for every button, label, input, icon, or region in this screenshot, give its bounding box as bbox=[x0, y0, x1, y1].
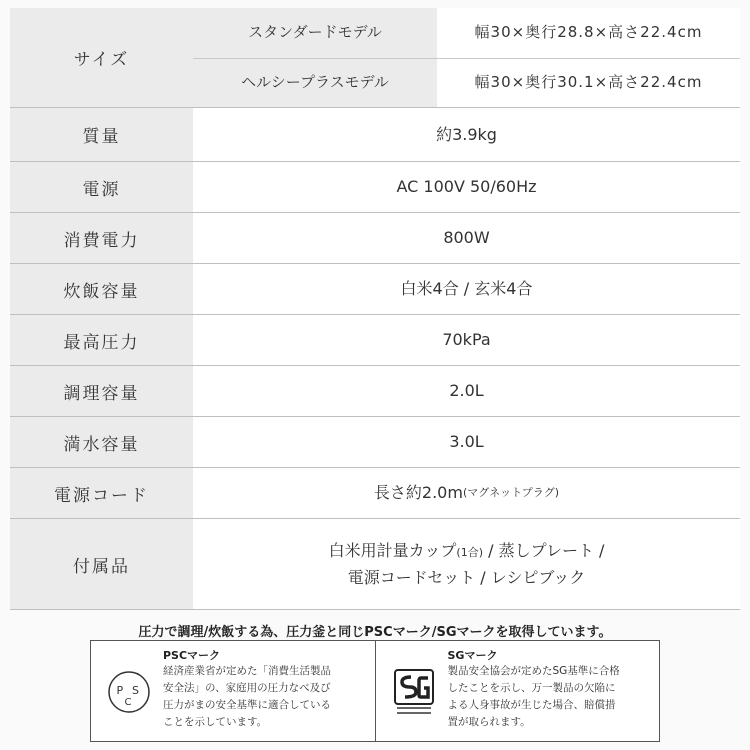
spec-label: 炊飯容量 bbox=[10, 264, 193, 314]
psc-desc-line: ことを示しています。 bbox=[163, 716, 268, 728]
spec-label: 付属品 bbox=[10, 519, 193, 609]
svg-text:P: P bbox=[116, 684, 124, 697]
spec-row-consumption bbox=[10, 213, 740, 264]
psc-desc-line: 圧力がまの安全基準に適合している bbox=[163, 699, 331, 711]
svg-text:C: C bbox=[124, 697, 132, 708]
psc-mark-icon bbox=[101, 647, 157, 737]
psc-mark-box bbox=[91, 641, 375, 741]
spec-label: 消費電力 bbox=[10, 213, 193, 263]
sg-desc-line: したことを示し、万一製品の欠陥に bbox=[447, 682, 616, 694]
sg-mark-box bbox=[375, 641, 660, 741]
spec-row-weight bbox=[10, 108, 740, 162]
sg-mark-description bbox=[448, 663, 652, 731]
spec-table bbox=[10, 8, 740, 610]
accessories-line-1 bbox=[329, 537, 605, 564]
spec-row-cord bbox=[10, 468, 740, 519]
spec-label: 電源コード bbox=[10, 468, 193, 518]
model-dimensions: 幅30×奥行28.8×高さ22.4cm bbox=[437, 8, 740, 58]
spec-label: 満水容量 bbox=[10, 417, 193, 467]
certification-notice: 圧力で調理/炊飯する為、圧力釜と同じPSCマーク/SGマークを取得しています。 bbox=[138, 625, 612, 640]
spec-label: 調理容量 bbox=[10, 366, 193, 416]
model-name: ヘルシープラスモデル bbox=[193, 59, 437, 108]
cord-note: (マグネットプラグ) bbox=[462, 485, 560, 499]
spec-row-power bbox=[10, 162, 740, 213]
model-name: スタンダードモデル bbox=[193, 8, 437, 58]
spec-row-pressure bbox=[10, 315, 740, 366]
certification-marks bbox=[90, 640, 660, 742]
psc-mark-description bbox=[163, 663, 367, 731]
size-model-row bbox=[193, 58, 740, 108]
psc-desc-line: 安全法」の、家庭用の圧力なべ及び bbox=[163, 682, 331, 694]
spec-row-cooking-capacity bbox=[10, 366, 740, 417]
svg-text:S: S bbox=[132, 684, 139, 697]
spec-value: 3.0L bbox=[193, 417, 740, 467]
accessory-cup: 白米用計量カップ bbox=[328, 540, 457, 560]
sg-desc-line: 製品安全協会が定めたSG基準に合格 bbox=[447, 665, 620, 677]
sg-desc-line: よる人身事故が生じた場合、賠償措 bbox=[447, 699, 616, 711]
spec-row-size bbox=[10, 8, 740, 108]
sg-desc-line: 置が取られます。 bbox=[447, 716, 531, 728]
cord-length: 長さ約2.0m bbox=[373, 483, 463, 503]
psc-desc-line: 経済産業省が定めた「消費生活製品 bbox=[163, 665, 331, 677]
size-models bbox=[193, 8, 740, 107]
spec-value bbox=[193, 519, 740, 609]
spec-value: 2.0L bbox=[193, 366, 740, 416]
size-model-row bbox=[193, 8, 740, 58]
spec-row-water-capacity bbox=[10, 417, 740, 468]
spec-row-capacity bbox=[10, 264, 740, 315]
spec-label: サイズ bbox=[10, 8, 193, 107]
model-dimensions: 幅30×奥行30.1×高さ22.4cm bbox=[437, 59, 740, 108]
spec-value bbox=[193, 468, 740, 518]
spec-label: 最高圧力 bbox=[10, 315, 193, 365]
spec-value: 800W bbox=[193, 213, 740, 263]
spec-label: 質量 bbox=[10, 108, 193, 161]
spec-label: 電源 bbox=[10, 162, 193, 212]
spec-value: 70kPa bbox=[193, 315, 740, 365]
accessory-plate: / 蒸しプレート / bbox=[483, 540, 605, 560]
accessory-cup-note: (1合) bbox=[456, 545, 484, 559]
sg-mark-title: SGマーク bbox=[447, 649, 498, 662]
spec-row-accessories bbox=[10, 519, 740, 610]
spec-value: 白米4合 / 玄米4合 bbox=[193, 264, 740, 314]
sg-mark-icon bbox=[386, 647, 442, 737]
psc-mark-title: PSCマーク bbox=[163, 649, 221, 662]
spec-value: AC 100V 50/60Hz bbox=[193, 162, 740, 212]
spec-value: 約3.9kg bbox=[193, 108, 740, 161]
accessories-line-2: 電源コードセット / レシピブック bbox=[347, 568, 586, 587]
